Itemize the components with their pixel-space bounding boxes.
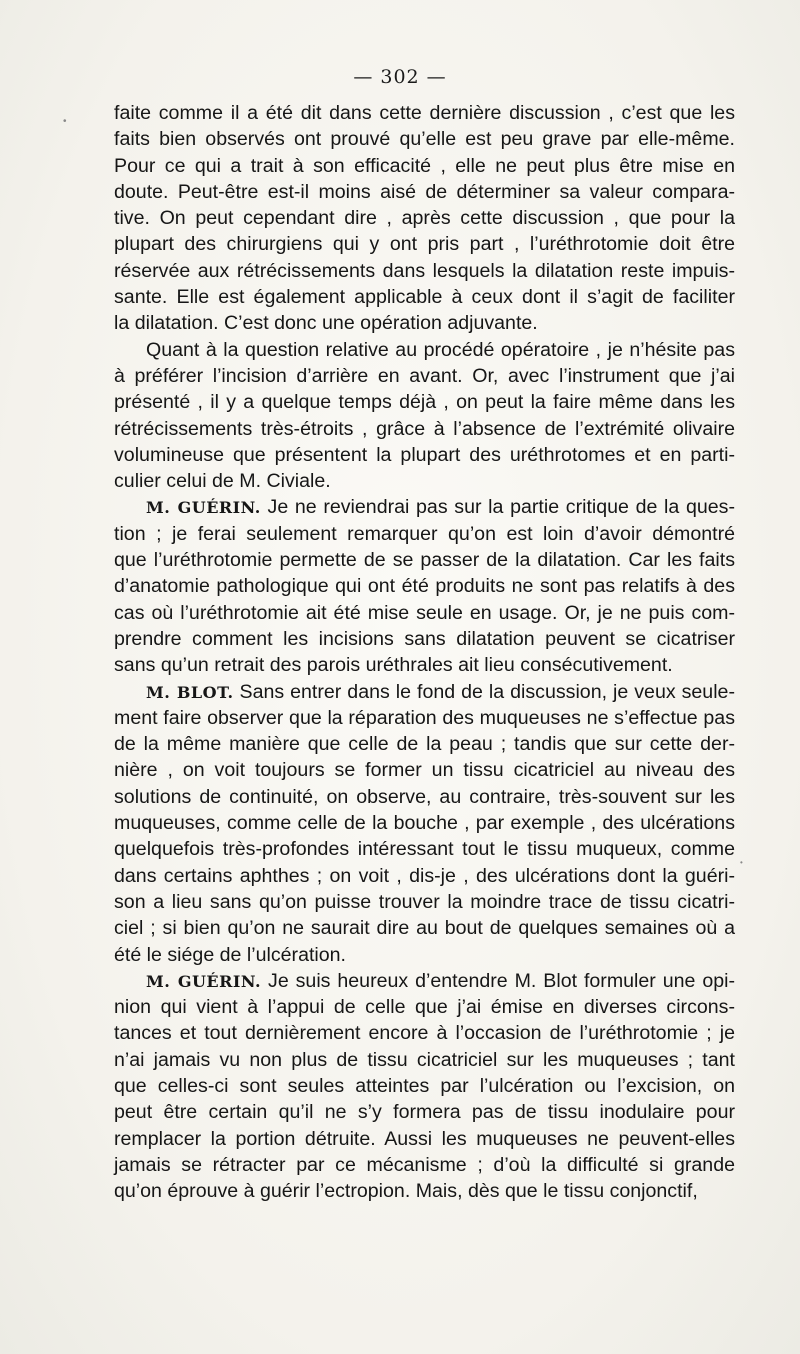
text-line [114, 126, 735, 152]
line-text: été le siége de l’ulcération. [114, 943, 347, 966]
text-line [114, 573, 735, 599]
text-line [114, 942, 735, 968]
line-text: nion qui vient à l’appui de celle que j’ai émise en diverses circons- [114, 996, 735, 1019]
text-line [114, 100, 735, 126]
line-text: prendre comment les incisions sans dilatation peuvent se cicatriser [114, 627, 735, 650]
text-line [114, 389, 735, 415]
line-text: cas où l’uréthrotomie ait été mise seule en usage. Or, je ne puis com- [114, 601, 735, 624]
paragraph [114, 337, 735, 495]
text-line [114, 863, 735, 889]
text-line [114, 442, 735, 468]
text-line [114, 153, 735, 179]
text-line [114, 968, 735, 994]
text-line [114, 1152, 735, 1178]
text-line [114, 994, 735, 1020]
line-text: sante. Elle est également applicable à ceux dont il s’agit de faciliter [114, 286, 735, 309]
line-text: ciel ; si bien qu’on ne saurait dire au bout de quelques semaines où a [114, 917, 735, 940]
body-text [114, 100, 735, 1204]
text-line [114, 310, 735, 336]
line-text: Je ne reviendrai pas sur la partie critique de la ques- [267, 496, 735, 519]
line-text: d’anatomie pathologique qui ont été produits ne sont pas relatifs à des [114, 575, 735, 598]
line-text: Sans entrer dans le fond de la discussion, je veux seule- [239, 680, 735, 703]
text-line [114, 731, 735, 757]
text-line [114, 1099, 735, 1125]
text-line [114, 521, 735, 547]
speaker-name: M. BLOT. [146, 682, 234, 702]
line-text: peut être certain qu’il ne s’y formera pas de tissu inodulaire pour [114, 1101, 735, 1124]
text-line [114, 652, 735, 678]
text-line [114, 705, 735, 731]
speaker-name: M. GUÉRIN. [146, 971, 262, 991]
text-line [114, 1047, 735, 1073]
line-text: solutions de continuité, on observe, au contraire, très-souvent sur les [114, 785, 735, 808]
line-text: à préférer l’incision d’arrière en avant. Or, avec l’instrument que j’ai [114, 364, 735, 387]
text-line [114, 205, 735, 231]
text-line [114, 494, 735, 520]
line-text: ment faire observer que la réparation des muqueuses ne s’effectue pas [114, 706, 735, 729]
line-text: Je suis heureux d’entendre M. Blot formuler une opi- [268, 969, 736, 992]
margin-speck: • [63, 116, 67, 127]
text-line [114, 1020, 735, 1046]
text-line [114, 836, 735, 862]
line-text: culier celui de M. Civiale. [114, 470, 331, 493]
line-text: tive. On peut cependant dire , après cette discussion , que pour la [114, 207, 735, 230]
line-text: dans certains aphthes ; on voit , dis-je , des ulcérations dont la guéri- [114, 864, 735, 887]
line-text: que l’uréthrotomie permette de se passer de la dilatation. Car les faits [114, 549, 735, 572]
text-line [114, 416, 735, 442]
text-line [114, 284, 735, 310]
text-line [114, 679, 735, 705]
text-line [114, 363, 735, 389]
line-text: de la même manière que celle de la peau ; tandis que sur cette der- [114, 733, 735, 756]
text-line [114, 337, 735, 363]
text-line [114, 179, 735, 205]
paragraph [114, 100, 735, 337]
margin-speck: • [740, 858, 743, 867]
line-text: volumineuse que présentent la plupart des uréthrotomes et en parti- [114, 443, 735, 466]
page-number: — 302 — [353, 66, 447, 88]
text-line [114, 547, 735, 573]
line-text: nière , on voit toujours se former un tissu cicatriciel au niveau des [114, 759, 735, 782]
line-text: rétrécissements très-étroits , grâce à l’absence de l’extrémité olivaire [114, 417, 735, 440]
line-text: tion ; je ferai seulement remarquer qu’on est loin d’avoir démontré [114, 522, 735, 545]
line-text: la dilatation. C’est donc une opération adjuvante. [114, 312, 538, 335]
line-text: tances et tout dernièrement encore à l’occasion de l’uréthrotomie ; je [114, 1022, 735, 1045]
paragraph [114, 968, 735, 1205]
text-line [114, 757, 735, 783]
line-text: son a lieu sans qu’on puisse trouver la moindre trace de tissu cicatri- [114, 890, 735, 913]
text-line [114, 231, 735, 257]
line-text: Quant à la question relative au procédé opératoire , je n’hésite pas [146, 338, 735, 361]
line-text: remplacer la portion détruite. Aussi les muqueuses ne peuvent-elles [114, 1127, 735, 1150]
line-text: doute. Peut-être est-il moins aisé de déterminer sa valeur compara- [114, 180, 735, 203]
text-line [114, 1126, 735, 1152]
text-line [114, 626, 735, 652]
paragraph [114, 679, 735, 968]
line-text: Pour ce qui a trait à son efficacité , elle ne peut plus être mise en [114, 154, 735, 177]
line-text: muqueuses, comme celle de la bouche , par exemple , des ulcérations [114, 812, 735, 835]
text-line [114, 600, 735, 626]
line-text: présenté , il y a quelque temps déjà , on peut la faire même dans les [114, 391, 735, 414]
line-text: que celles-ci sont seules atteintes par l’ulcération ou l’excision, on [114, 1074, 735, 1097]
line-text: sans qu’un retrait des parois uréthrales ait lieu consécutivement. [114, 654, 673, 677]
line-text: jamais se rétracter par ce mécanisme ; d’où la difficulté si grande [114, 1153, 735, 1176]
line-text: qu’on éprouve à guérir l’ectropion. Mais, dès que le tissu conjonctif, [114, 1180, 698, 1203]
text-line [114, 258, 735, 284]
line-text: faite comme il a été dit dans cette dernière discussion , c’est que les [114, 102, 735, 124]
text-line [114, 468, 735, 494]
text-line [114, 915, 735, 941]
line-text: plupart des chirurgiens qui y ont pris part , l’uréthrotomie doit être [114, 233, 735, 256]
text-line [114, 810, 735, 836]
line-text: n’ai jamais vu non plus de tissu cicatriciel sur les muqueuses ; tant [114, 1048, 735, 1071]
line-text: réservée aux rétrécissements dans lesquels la dilatation reste impuis- [114, 259, 735, 282]
paragraph [114, 494, 735, 678]
text-line [114, 889, 735, 915]
text-line [114, 784, 735, 810]
text-line [114, 1178, 735, 1204]
line-text: quelquefois très-profondes intéressant tout le tissu muqueux, comme [114, 838, 735, 861]
line-text: faits bien observés ont prouvé qu’elle est peu grave par elle-même. [114, 128, 735, 151]
speaker-name: M. GUÉRIN. [146, 498, 261, 518]
text-line [114, 1073, 735, 1099]
